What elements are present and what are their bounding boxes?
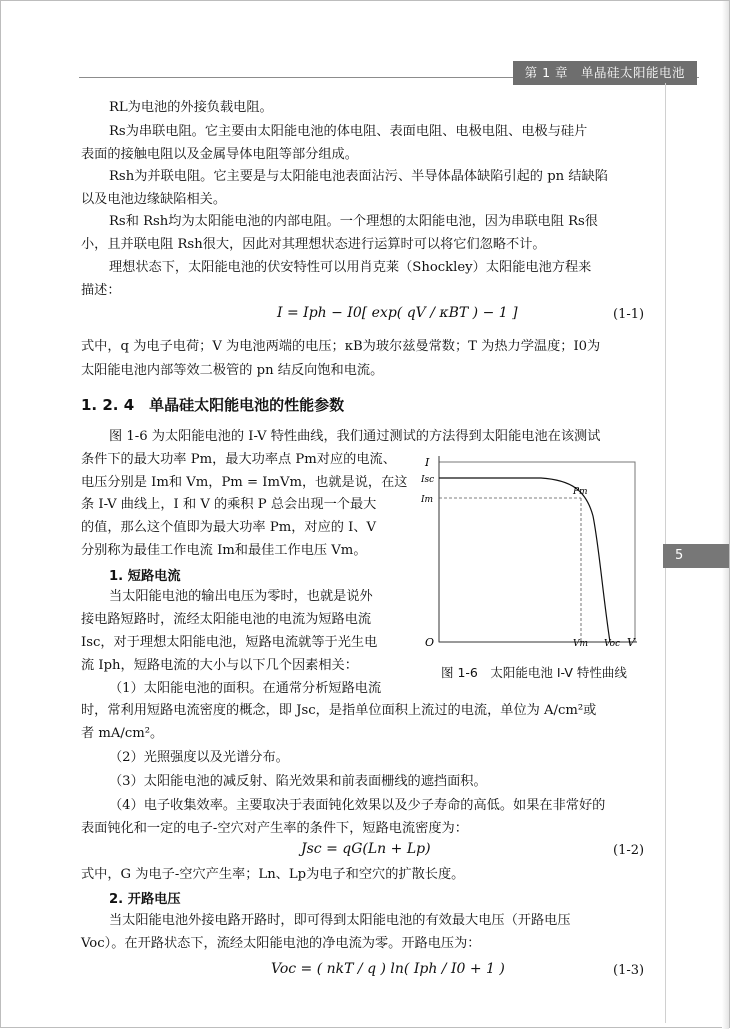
text-line: 表面的接触电阻以及金属导体电阻等部分组成。	[81, 147, 358, 162]
im-label: Im	[421, 495, 434, 505]
origin-label: O	[425, 636, 435, 648]
text-line: 时，常利用短路电流密度的概念，即 Jsc，是指单位面积上流过的电流，单位为 A/cm²或	[81, 703, 597, 718]
text-line: 接电路短路时，流经太阳能电池的电流为短路电流	[81, 612, 372, 627]
equation-1-3: Voc = ( nkT / q ) ln( Iph / I0 + 1 )	[271, 961, 505, 977]
page-edge-shadow	[722, 1, 729, 1029]
section-heading: 1. 2. 4 单晶硅太阳能电池的性能参数	[81, 396, 345, 414]
subheading: 2. 开路电压	[109, 892, 181, 907]
text-line: （1）太阳能电池的面积。在通常分析短路电流	[109, 681, 382, 696]
text-line: Isc，对于理想太阳能电池，短路电流就等于光生电	[81, 635, 378, 650]
equation-number: (1-1)	[613, 307, 645, 322]
equation-1-2: Jsc = qG(Ln + Lp)	[301, 841, 431, 857]
x-axis-label: V	[627, 636, 635, 648]
vm-label: Vm	[573, 639, 589, 648]
text-line: 描述：	[81, 283, 121, 298]
text-line: 式中，G 为电子-空穴产生率；Ln、Lp为电子和空穴的扩散长度。	[81, 867, 465, 882]
figure-frame	[439, 462, 635, 642]
page-number-tab: 5	[663, 544, 729, 568]
text-line: 的值，那么这个值即为最大功率 Pm，对应的 I、V	[81, 520, 377, 535]
pm-label: Pm	[573, 487, 588, 497]
subheading: 1. 短路电流	[109, 569, 181, 584]
text-line: Rs和 Rsh均为太阳能电池的内部电阻。一个理想的太阳能电池，因为串联电阻 Rs很	[109, 214, 598, 229]
text-line: （2）光照强度以及光谱分布。	[109, 750, 289, 765]
text-line: 分别称为最佳工作电流 Im和最佳工作电压 Vm。	[81, 543, 367, 558]
text-line: 图 1-6 为太阳能电池的 I-V 特性曲线，我们通过测试的方法得到太阳能电池在该测试	[109, 429, 601, 444]
text-line: 条 I-V 曲线上，I 和 V 的乘积 P 总会出现一个最大	[81, 497, 377, 512]
y-axis-label: I	[425, 456, 430, 469]
text-line: （4）电子收集效率。主要取决于表面钝化效果以及少子寿命的高低。如果在非常好的	[109, 798, 606, 813]
text-line: 当太阳能电池外接电路开路时，即可得到太阳能电池的有效最大电压（开路电压	[109, 913, 571, 928]
text-line: 以及电池边缘缺陷相关。	[81, 192, 227, 207]
text-line: Voc）。在开路状态下，流经太阳能电池的净电流为零。开路电压为：	[81, 936, 481, 951]
text-line: 电压分别是 Im和 Vm，Pm = ImVm，也就是说，在这	[81, 475, 408, 490]
text-line: （3）太阳能电池的减反射、陷光效果和前表面栅线的遮挡面积。	[109, 774, 487, 789]
text-line: 表面钝化和一定的电子-空穴对产生率的条件下，短路电流密度为：	[81, 821, 468, 836]
iv-curve	[439, 478, 610, 642]
chapter-header: 第 1 章 单晶硅太阳能电池	[513, 61, 697, 85]
voc-label: Voc	[604, 639, 621, 648]
isc-label: Isc	[421, 475, 435, 485]
text-line: 条件下的最大功率 Pm，最大功率点 Pm对应的电流、	[81, 452, 396, 467]
text-line: 太阳能电池内部等效二极管的 pn 结反向饱和电流。	[81, 363, 384, 378]
text-line: 式中，q 为电子电荷；V 为电池两端的电压；κB为玻尔兹曼常数；T 为热力学温度；I0为	[81, 339, 601, 354]
text-line: Rs为串联电阻。它主要由太阳能电池的体电阻、表面电阻、电极电阻、电极与硅片	[109, 124, 588, 139]
iv-curve-figure	[421, 456, 637, 648]
text-line: RL为电池的外接负载电阻。	[109, 100, 273, 115]
equation-number: (1-2)	[613, 843, 645, 858]
equation-number: (1-3)	[613, 963, 645, 978]
figure-caption: 图 1-6 太阳能电池 I-V 特性曲线	[441, 665, 627, 680]
text-line: 理想状态下，太阳能电池的伏安特性可以用肖克莱（Shockley）太阳能电池方程来	[109, 260, 592, 275]
text-line: 当太阳能电池的输出电压为零时，也就是说外	[109, 589, 373, 604]
text-line: 小，且并联电阻 Rsh很大，因此对其理想状态进行运算时可以将它们忽略不计。	[81, 237, 546, 252]
equation-1-1: I = Iph − I0[ exp( qV / κBT ) − 1 ]	[277, 305, 518, 321]
text-line: 者 mA/cm²。	[81, 726, 164, 741]
text-line: 流 Iph，短路电流的大小与以下几个因素相关：	[81, 658, 358, 673]
text-line: Rsh为并联电阻。它主要是与太阳能电池表面沾污、半导体晶体缺陷引起的 pn 结缺陷	[109, 169, 608, 184]
